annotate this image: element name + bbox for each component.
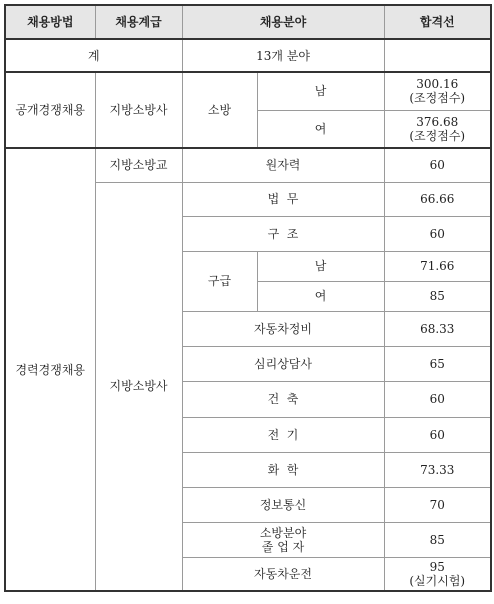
- career-rank-2: 지방소방사: [95, 182, 182, 591]
- score-graduate: 85: [384, 522, 491, 557]
- score-driver-note: (실기시험): [409, 573, 466, 588]
- career-rank-1: 지방소방교: [95, 148, 182, 182]
- total-score: [384, 39, 491, 72]
- open-row-male: [5, 72, 491, 110]
- field-graduate: [182, 522, 384, 557]
- field-rescue: 구 조: [182, 216, 384, 251]
- open-sub-female: 여: [257, 110, 384, 148]
- score-driver-value: 95: [429, 559, 445, 574]
- field-it: 정보통신: [182, 487, 384, 522]
- total-label: 계: [5, 39, 182, 72]
- score-rescue: 60: [384, 216, 491, 251]
- open-score-female: [384, 110, 491, 148]
- open-score-male-note: (조정점수): [409, 91, 466, 106]
- open-method: 공개경쟁채용: [5, 72, 95, 148]
- field-graduate-line1: 소방분야: [259, 525, 307, 540]
- score-emergency-male: 71.66: [384, 251, 491, 281]
- score-law: 66.66: [384, 182, 491, 216]
- field-graduate-line2: 졸 업 자: [261, 539, 305, 554]
- open-sub-male: 남: [257, 72, 384, 110]
- career-row-nuclear: [5, 148, 491, 182]
- open-score-male-value: 300.16: [416, 77, 459, 92]
- field-nuclear: 원자력: [182, 148, 384, 182]
- emergency-sub-female: 여: [257, 281, 384, 311]
- score-nuclear: 60: [384, 148, 491, 182]
- header-field: 채용분야: [182, 5, 384, 39]
- score-driver: [384, 557, 491, 591]
- field-emergency: 구급: [182, 251, 257, 311]
- header-rank: 채용계급: [95, 5, 182, 39]
- score-counselor: 65: [384, 346, 491, 381]
- open-field: 소방: [182, 72, 257, 148]
- open-rank: 지방소방사: [95, 72, 182, 148]
- open-score-female-note: (조정점수): [409, 128, 466, 143]
- field-driver: 자동차운전: [182, 557, 384, 591]
- total-row: [5, 39, 491, 72]
- score-it: 70: [384, 487, 491, 522]
- field-counselor: 심리상담사: [182, 346, 384, 381]
- field-electric: 전 기: [182, 417, 384, 452]
- score-electric: 60: [384, 417, 491, 452]
- open-score-male: [384, 72, 491, 110]
- field-chemistry: 화 학: [182, 452, 384, 487]
- score-architecture: 60: [384, 381, 491, 417]
- header-score: 합격선: [384, 5, 491, 39]
- career-method: 경력경쟁채용: [5, 148, 95, 591]
- score-mechanic: 68.33: [384, 311, 491, 346]
- total-field: 13개 분야: [182, 39, 384, 72]
- cutoff-scores-table: [4, 4, 492, 592]
- score-chemistry: 73.33: [384, 452, 491, 487]
- table-header-row: [5, 5, 491, 39]
- open-score-female-value: 376.68: [416, 114, 459, 129]
- field-architecture: 건 축: [182, 381, 384, 417]
- header-method: 채용방법: [5, 5, 95, 39]
- field-mechanic: 자동차정비: [182, 311, 384, 346]
- field-law: 법 무: [182, 182, 384, 216]
- emergency-sub-male: 남: [257, 251, 384, 281]
- score-emergency-female: 85: [384, 281, 491, 311]
- results-table-wrapper: [4, 4, 492, 592]
